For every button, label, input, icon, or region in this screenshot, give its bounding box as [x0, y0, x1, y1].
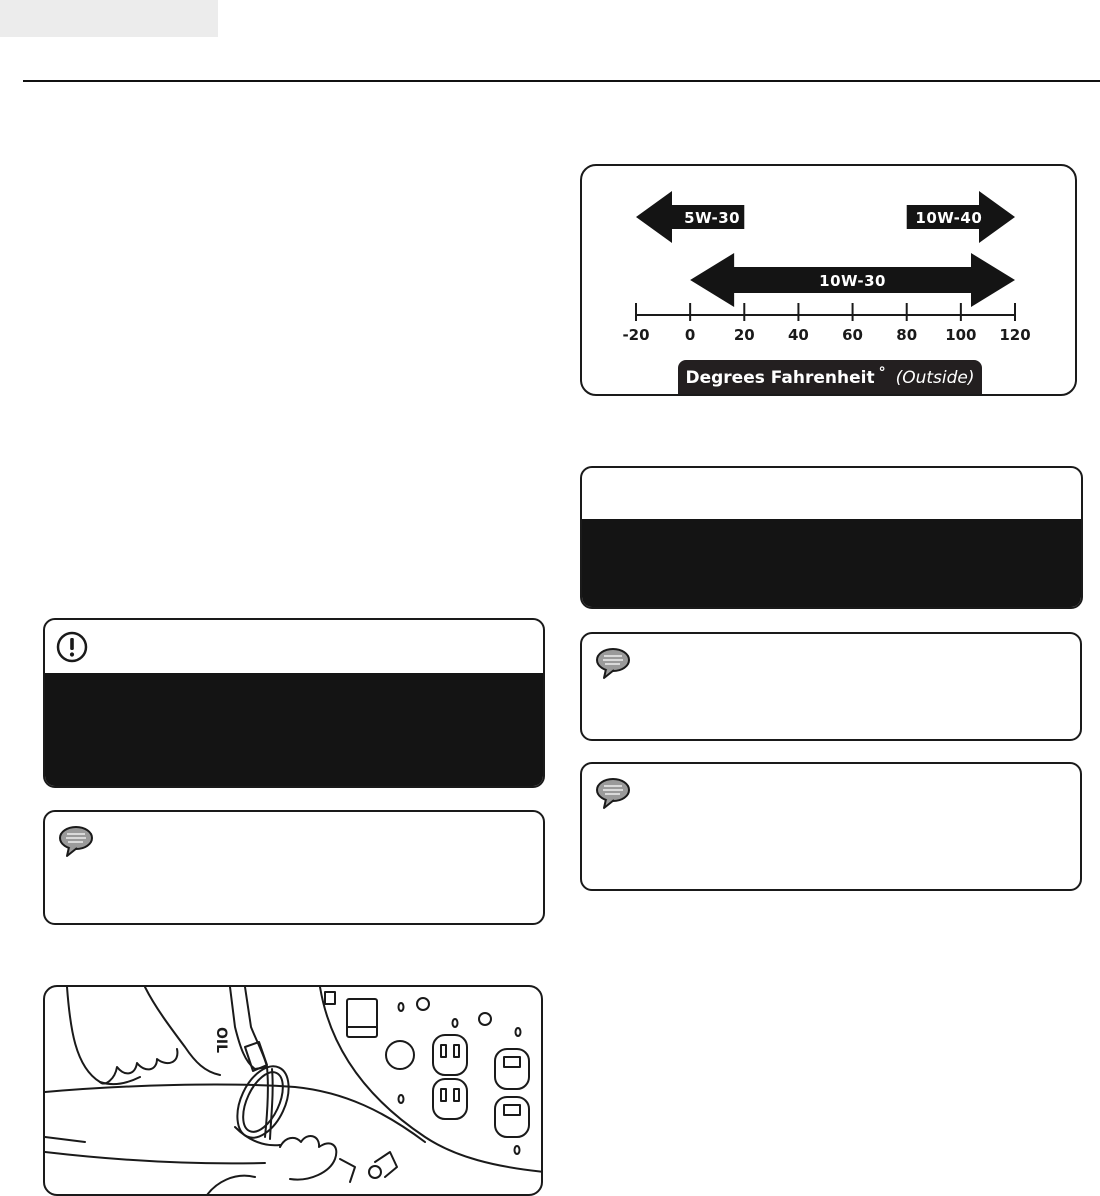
speech-bubble-icon: [57, 824, 95, 858]
exclamation-circle-icon: [55, 630, 89, 664]
axis-tick-label: 60: [842, 326, 864, 344]
axis-tick-label: 80: [896, 326, 918, 344]
header-rule: [23, 80, 1100, 82]
axis-tick-label: 40: [787, 326, 809, 344]
header-tab-block: [0, 0, 218, 37]
warning-box-left-band: [45, 673, 543, 786]
axis-degree-symbol: °: [878, 365, 886, 381]
axis-title-suffix: (Outside): [895, 368, 975, 388]
axis-tick-label: 20: [733, 326, 755, 344]
axis-tick-label: -20: [622, 326, 650, 344]
notice-box-right: [580, 466, 1083, 609]
axis-tick-label: 100: [945, 326, 977, 344]
axis-title-box: [678, 360, 982, 396]
oil-fill-illustration: [43, 985, 543, 1196]
oil-pouring-drawing: [45, 987, 543, 1196]
viscosity-range-label: 5W-30: [684, 209, 741, 227]
notice-box-right-band: [582, 519, 1081, 607]
viscosity-range-label: 10W-30: [819, 272, 887, 290]
note-box-right-1: [580, 632, 1082, 741]
note-box-right-2: [580, 762, 1082, 891]
viscosity-range-label: 10W-40: [915, 209, 983, 227]
bottle-label: OIL: [213, 1027, 229, 1054]
speech-bubble-icon: [594, 646, 632, 680]
oil-viscosity-chart: [580, 164, 1077, 396]
note-box-left: [43, 810, 545, 925]
axis-tick-label: 0: [684, 326, 696, 344]
axis-tick-label: 120: [999, 326, 1031, 344]
speech-bubble-icon: [594, 776, 632, 810]
warning-box-left: [43, 618, 545, 788]
axis-title: Degrees Fahrenheit: [685, 368, 875, 388]
